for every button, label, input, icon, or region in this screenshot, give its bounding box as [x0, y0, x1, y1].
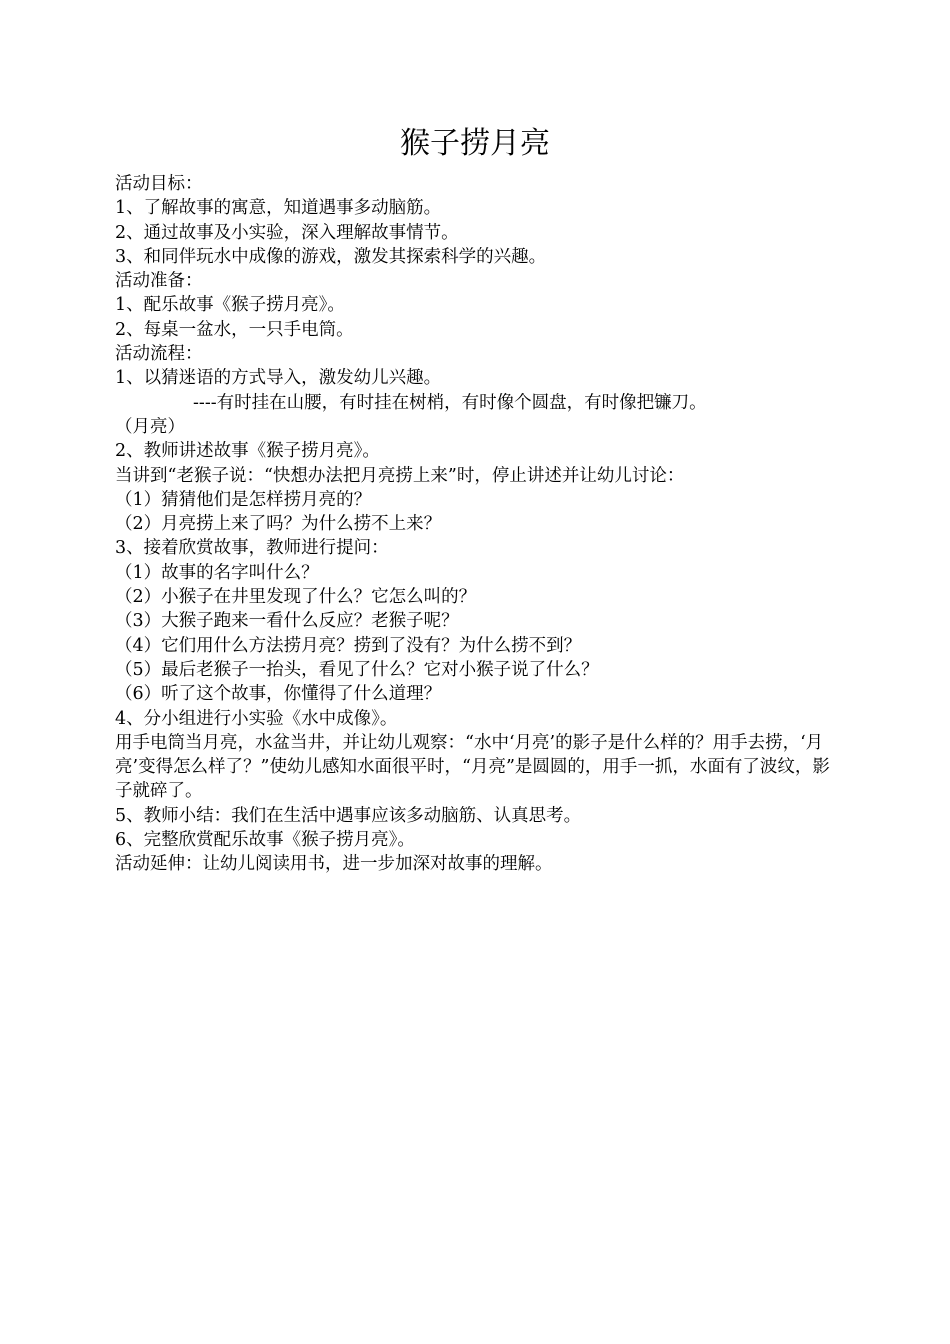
process-step-6: 6、完整欣赏配乐故事《猴子捞月亮》。: [115, 830, 415, 851]
process-step-2: 2、教师讲述故事《猴子捞月亮》。: [115, 441, 380, 462]
goal-item-1: 1、了解故事的寓意，知道遇事多动脑筋。: [115, 198, 442, 219]
process-step-1: 1、以猜迷语的方式导入，激发幼儿兴趣。: [115, 368, 442, 389]
story-question-2: （2）小猴子在井里发现了什么？它怎么叫的？: [115, 587, 477, 608]
process-step-4: 4、分小组进行小实验《水中成像》。: [115, 708, 398, 729]
document-title: 猴子捞月亮: [400, 126, 550, 161]
discussion-question-2: （2）月亮捞上来了吗？为什么捞不上来？: [115, 514, 442, 535]
riddle-text: ----有时挂在山腰，有时挂在树梢，有时像个圆盘，有时像把镰刀。: [193, 392, 707, 413]
story-question-4: （4）它们用什么方法捞月亮？捞到了没有？为什么捞不到？: [115, 635, 582, 656]
process-step-3: 3、接着欣赏故事，教师进行提问：: [115, 538, 389, 559]
goal-item-3: 3、和同伴玩水中成像的游戏，激发其探索科学的兴趣。: [115, 246, 547, 267]
story-question-5: （5）最后老猴子一抬头，看见了什么？它对小猴子说了什么？: [115, 659, 599, 680]
experiment-description: 用手电筒当月亮，水盆当井，并让幼儿观察：“水中‘月亮’的影子是什么样的？用手去捞，‘月亮’变得怎么样了？”使幼儿感知水面很平时，“月亮”是圆圆的，用手一抓，水面有了波纹，影子就碎了。: [115, 732, 830, 802]
story-question-1: （1）故事的名字叫什么？: [115, 562, 319, 583]
riddle-answer: （月亮）: [115, 416, 185, 437]
section-heading-goals: 活动目标：: [115, 174, 203, 194]
activity-extension: 活动延伸：让幼儿阅读用书，进一步加深对故事的理解。: [115, 854, 553, 875]
document-body: [115, 172, 845, 877]
section-heading-process: 活动流程：: [115, 344, 203, 365]
story-question-3: （3）大猴子跑来一看什么反应？老猴子呢？: [115, 611, 459, 632]
goal-item-2: 2、通过故事及小实验，深入理解故事情节。: [115, 222, 459, 243]
section-heading-preparation: 活动准备：: [115, 271, 203, 292]
story-question-6: （6）听了这个故事，你懂得了什么道理？: [115, 684, 442, 705]
discussion-prompt: 当讲到“老猴子说：“快想办法把月亮捞上来”时，停止讲述并让幼儿讨论：: [115, 465, 685, 486]
discussion-question-1: （1）猜猜他们是怎样捞月亮的？: [115, 489, 372, 510]
process-step-5: 5、教师小结：我们在生活中遇事应该多动脑筋、认真思考。: [115, 805, 582, 826]
preparation-item-2: 2、每桌一盆水，一只手电筒。: [115, 319, 354, 340]
preparation-item-1: 1、配乐故事《猴子捞月亮》。: [115, 295, 345, 316]
